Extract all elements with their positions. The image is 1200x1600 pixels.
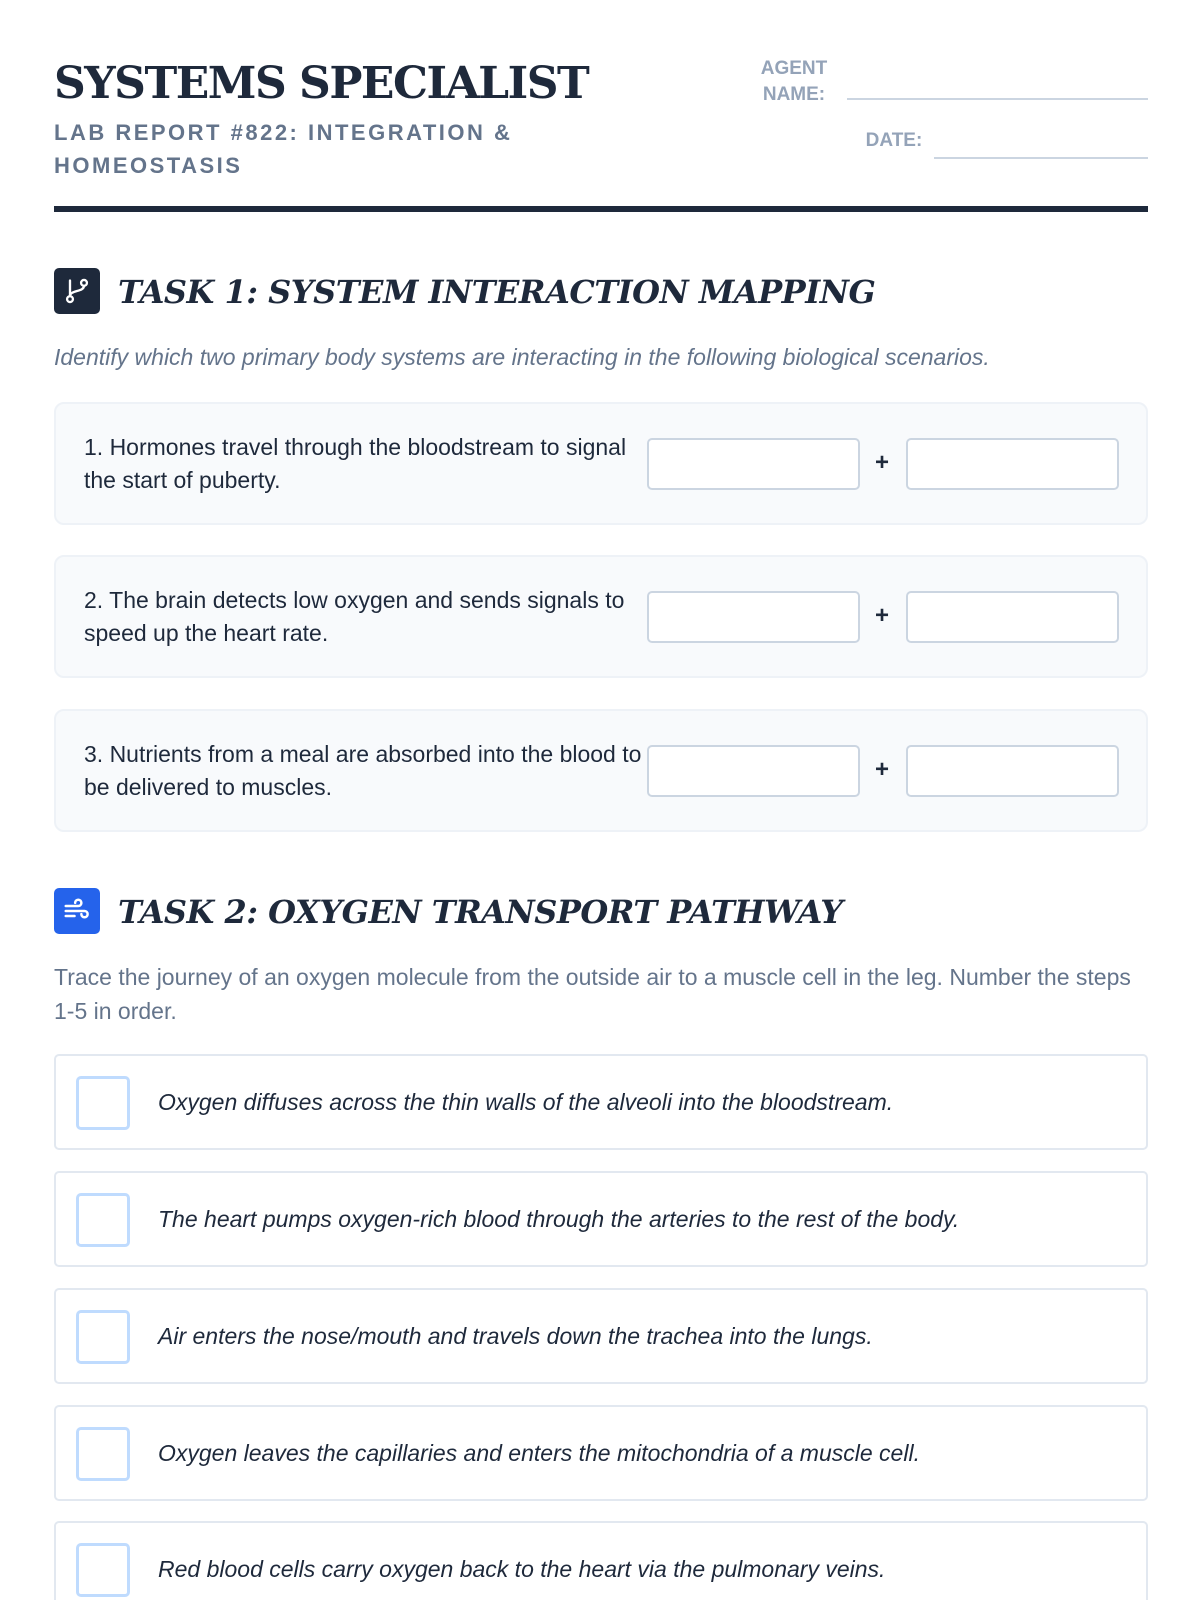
step-text: The heart pumps oxygen-rich blood through the arteries to the rest of the body.: [158, 1205, 960, 1232]
agent-name-field[interactable]: [847, 98, 1148, 100]
task2-instructions: Trace the journey of an oxygen molecule from the outside air to a muscle cell in the leg. Number the steps 1-5 in order.: [54, 964, 1131, 1024]
task2-heading: [54, 888, 1148, 936]
step-number-box[interactable]: [76, 1543, 130, 1597]
system-answer-box[interactable]: [647, 745, 860, 797]
pathway-step: [54, 1521, 1148, 1600]
step-number-box[interactable]: [76, 1427, 130, 1481]
step-text: Red blood cells carry oxygen back to the heart via the pulmonary veins.: [158, 1555, 886, 1582]
date-label: DATE:: [865, 130, 923, 151]
pathway-step: [54, 1171, 1148, 1267]
pathway-step: [54, 1288, 1148, 1384]
system-answer-box[interactable]: [906, 745, 1119, 797]
step-number-box[interactable]: [76, 1193, 130, 1247]
plus-sign: +: [874, 602, 889, 629]
step-text: Oxygen diffuses across the thin walls of the alveoli into the bloodstream.: [158, 1088, 894, 1115]
step-number-box[interactable]: [76, 1076, 130, 1130]
plus-sign: +: [874, 449, 889, 476]
step-text: Air enters the nose/mouth and travels down the trachea into the lungs.: [158, 1322, 873, 1349]
system-answer-box[interactable]: [647, 591, 860, 643]
system-answer-box[interactable]: [647, 438, 860, 490]
task2-title: TASK 2: OXYGEN TRANSPORT PATHWAY: [118, 893, 843, 931]
mapping-scenario: 3. Nutrients from a meal are absorbed into the blood to be delivered to muscles.: [84, 740, 642, 800]
wind-icon: [54, 888, 100, 934]
system-answer-box[interactable]: [906, 438, 1119, 490]
branch-icon: [54, 268, 100, 314]
header-divider: [54, 206, 1148, 212]
pathway-step: [54, 1054, 1148, 1150]
step-text: Oxygen leaves the capillaries and enters the mitochondria of a muscle cell.: [158, 1439, 920, 1466]
page-title: SYSTEMS SPECIALIST: [54, 58, 589, 109]
agent-name-label: AGENT NAME:: [760, 58, 828, 105]
step-number-box[interactable]: [76, 1310, 130, 1364]
task1-title: TASK 1: SYSTEM INTERACTION MAPPING: [118, 273, 876, 311]
page-subtitle: LAB REPORT #822: INTEGRATION & HOMEOSTASIS: [54, 120, 513, 178]
task1-heading: [54, 268, 1148, 316]
mapping-item: [54, 555, 1148, 678]
date-field[interactable]: [934, 157, 1148, 159]
plus-sign: +: [874, 756, 889, 783]
mapping-item: [54, 709, 1148, 832]
worksheet-page: [54, 0, 1148, 1600]
worksheet-header: [54, 56, 1148, 214]
system-answer-box[interactable]: [906, 591, 1119, 643]
mapping-scenario: 1. Hormones travel through the bloodstream to signal the start of puberty.: [84, 433, 627, 493]
pathway-step: [54, 1405, 1148, 1501]
mapping-scenario: 2. The brain detects low oxygen and sends signals to speed up the heart rate.: [84, 586, 625, 646]
task1-instructions: Identify which two primary body systems are interacting in the following biological scenarios.: [54, 344, 990, 370]
mapping-item: [54, 402, 1148, 525]
